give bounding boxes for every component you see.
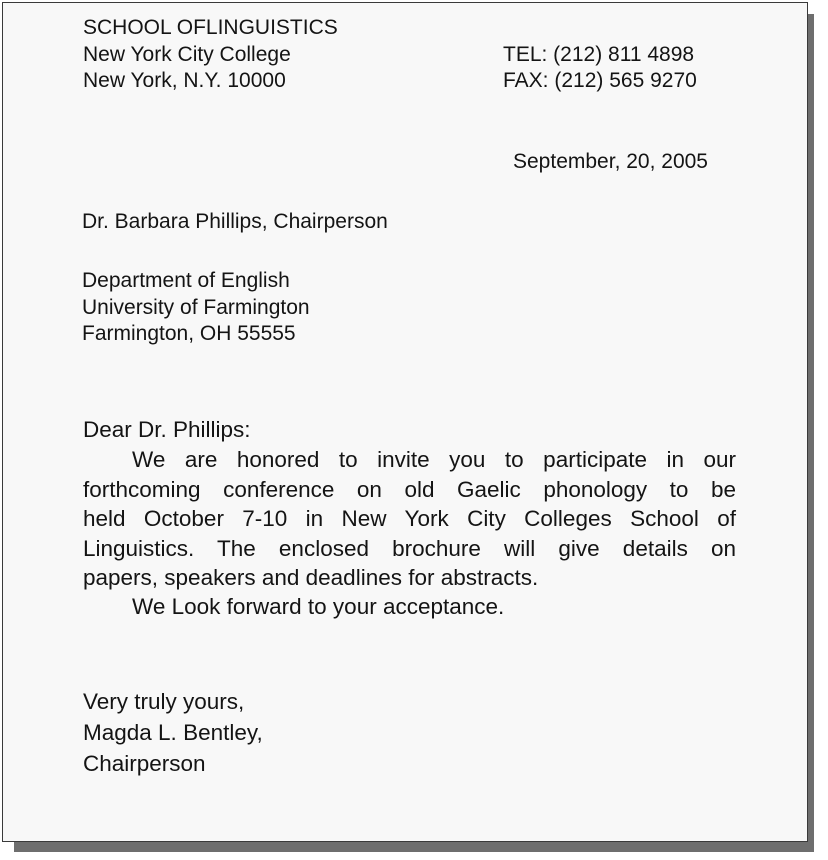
body-paragraph2-line1: We Look forward to your acceptance. xyxy=(132,594,505,619)
closing-valediction: Very truly yours, xyxy=(83,689,245,714)
letterhead-school: SCHOOL OFLINGUISTICS xyxy=(83,16,338,39)
recipient-university: University of Farmington xyxy=(82,296,310,319)
body-paragraph1-line3: held October 7-10 in New York City Colleges School of xyxy=(83,506,736,531)
letterhead-city: New York, N.Y. 10000 xyxy=(83,69,286,92)
recipient-department: Department of English xyxy=(82,269,290,292)
letter-page xyxy=(2,2,808,842)
signer-title: Chairperson xyxy=(83,751,206,776)
letter-date: September, 20, 2005 xyxy=(513,150,708,173)
body-paragraph1-line5: papers, speakers and deadlines for abstracts. xyxy=(83,565,539,590)
signer-name: Magda L. Bentley, xyxy=(83,720,263,745)
body-paragraph1-line2: forthcoming conference on old Gaelic phonology to be xyxy=(83,477,736,502)
body-paragraph1-line4: Linguistics. The enclosed brochure will give details on xyxy=(83,536,736,561)
letterhead-college: New York City College xyxy=(83,43,291,66)
letterhead-fax: FAX: (212) 565 9270 xyxy=(503,69,697,92)
salutation: Dear Dr. Phillips: xyxy=(83,417,251,442)
recipient-location: Farmington, OH 55555 xyxy=(82,322,296,345)
body-paragraph1-line1: We are honored to invite you to participate in our xyxy=(132,447,736,472)
recipient-name: Dr. Barbara Phillips, Chairperson xyxy=(82,210,388,233)
letterhead-tel: TEL: (212) 811 4898 xyxy=(503,43,695,66)
